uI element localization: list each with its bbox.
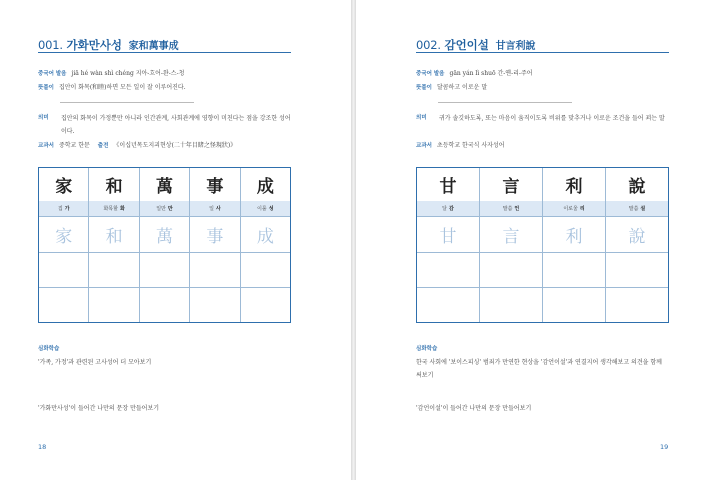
meaning-block [416,112,671,125]
practice-cell[interactable] [190,252,240,287]
practice-cell[interactable] [89,287,139,322]
practice-cell[interactable] [606,252,668,287]
meaning-label: 의미 [416,115,427,121]
page-number: 19 [660,443,669,451]
trace-cell[interactable]: 成 [256,226,274,247]
trace-row [39,216,290,253]
reading-cell: 화목할 화 [89,201,139,216]
writing-blank [60,102,194,103]
gloss-text: 달콤하고 이로운 말 [436,84,488,91]
character-cell: 和 [89,168,139,201]
idiom-korean: 가화만사성 [66,38,123,52]
gloss-label: 뜻풀이 [38,85,54,91]
title-rule [38,52,291,53]
character-row [417,168,668,202]
idiom-hanja: 家和萬事成 [128,41,179,52]
reading-cell: 일 사 [190,201,240,216]
practice-row [417,252,668,288]
textbook-label: 교과서 [38,143,54,149]
character-cell: 說 [628,177,646,197]
practice-row [39,252,290,288]
character-cell: 家 [39,168,89,201]
source-label: 출전 [97,143,109,149]
entry-number: 002. [416,38,441,52]
reading-cell: 일만 만 [140,201,190,216]
trace-row [417,216,668,253]
textbook-text: 초등학교 한국식 사자성어 [436,142,505,149]
reading-cell: 집 가 [39,201,89,216]
study-heading: 심화학습 [38,346,60,352]
textbook-text: 중학교 한문 [58,142,90,149]
page-number: 18 [38,443,47,451]
practice-cell[interactable] [140,252,190,287]
title-rule [416,52,669,53]
entry-title [38,37,179,53]
trace-cell[interactable]: 萬 [140,216,190,252]
study-prompt-2: '가화만사성'이 들어간 나만의 문장 만들어보기 [38,405,160,412]
practice-row [417,287,668,322]
source-text: 《이십년목도지괴현상(二十年目睹之怪現狀)》 [113,142,237,149]
idiom-hanja: 甘言利說 [495,41,536,52]
study-prompt-1: 한국 사회에 '보이스피싱' 범죄가 만연한 현상을 '감언이설'과 연결지어 생각해보고 의견을 함께 써보기 [416,359,662,379]
practice-cell[interactable] [39,287,89,322]
practice-cell[interactable] [543,252,606,287]
meaning-block [38,112,293,138]
trace-cell[interactable]: 事 [190,216,240,252]
reading-cell: 말씀 언 [480,201,543,216]
study-heading: 심화학습 [416,346,438,352]
study-prompt-2: '감언이설'이 들어간 나만의 문장 만들어보기 [416,405,532,412]
pronunciation-label: 중국어 발음 [416,71,445,77]
practice-cell[interactable] [543,287,606,322]
textbook-line [416,140,505,149]
writing-grid [38,167,291,323]
writing-blank [438,102,572,103]
meaning-label: 의미 [38,115,49,121]
trace-cell[interactable]: 甘 [417,216,480,252]
reading-cell: 말씀 설 [628,206,646,212]
meaning-text: 집안의 화목이 가정뿐만 아니라 인간관계, 사회관계에 영향이 미친다는 점을 강조한 성어이다. [61,115,291,135]
practice-cell[interactable] [606,287,668,322]
practice-cell[interactable] [89,252,139,287]
practice-cell[interactable] [39,252,89,287]
reading-cell: 이로울 리 [543,201,606,216]
reading-cell: 달 감 [417,201,480,216]
writing-grid [416,167,669,323]
character-cell: 甘 [417,168,480,201]
practice-cell[interactable] [190,287,240,322]
gloss-line [38,82,186,91]
entry-number: 001. [38,38,63,52]
practice-cell[interactable] [417,252,480,287]
entry-title [416,37,536,53]
trace-cell[interactable]: 說 [628,226,646,247]
pronunciation-line [38,68,184,77]
character-cell: 成 [256,177,274,197]
character-cell: 事 [190,168,240,201]
character-cell: 萬 [140,168,190,201]
trace-cell[interactable]: 言 [480,216,543,252]
character-cell: 利 [543,168,606,201]
practice-row [39,287,290,322]
practice-cell[interactable] [480,287,543,322]
practice-cell[interactable] [417,287,480,322]
trace-cell[interactable]: 和 [89,216,139,252]
pronunciation-text: jiā hé wàn shì chéng 지아-흐어-완-스-청 [71,70,185,77]
practice-cell[interactable] [241,287,290,322]
study-prompt-1: '가족, 가정'과 관련된 고사성어 더 모아보기 [38,359,152,366]
practice-cell[interactable] [140,287,190,322]
pronunciation-line [416,68,533,77]
trace-cell[interactable]: 家 [39,216,89,252]
textbook-label: 교과서 [416,143,432,149]
practice-cell[interactable] [480,252,543,287]
gloss-label: 뜻풀이 [416,85,432,91]
reading-row [417,201,668,217]
gloss-line [416,82,487,91]
gloss-text: 집안이 화목(和睦)하면 모든 일이 잘 이루어진다. [58,84,186,91]
reading-cell: 이룰 성 [257,206,274,212]
pronunciation-label: 중국어 발음 [38,71,67,77]
character-cell: 言 [480,168,543,201]
meaning-text: 귀가 솔깃하도록, 또는 마음이 움직이도록 비위를 맞추거나 이로운 조건을 들어 꾀는 말 [439,115,665,122]
reading-row [39,201,290,217]
practice-cell[interactable] [241,252,290,287]
trace-cell[interactable]: 利 [543,216,606,252]
left-page [0,0,351,480]
right-page [356,0,705,480]
textbook-line [38,140,236,149]
pronunciation-text: gān yán lì shuō 간-옌-리-주어 [449,70,533,77]
idiom-korean: 감언이설 [444,38,489,52]
character-row [39,168,290,202]
